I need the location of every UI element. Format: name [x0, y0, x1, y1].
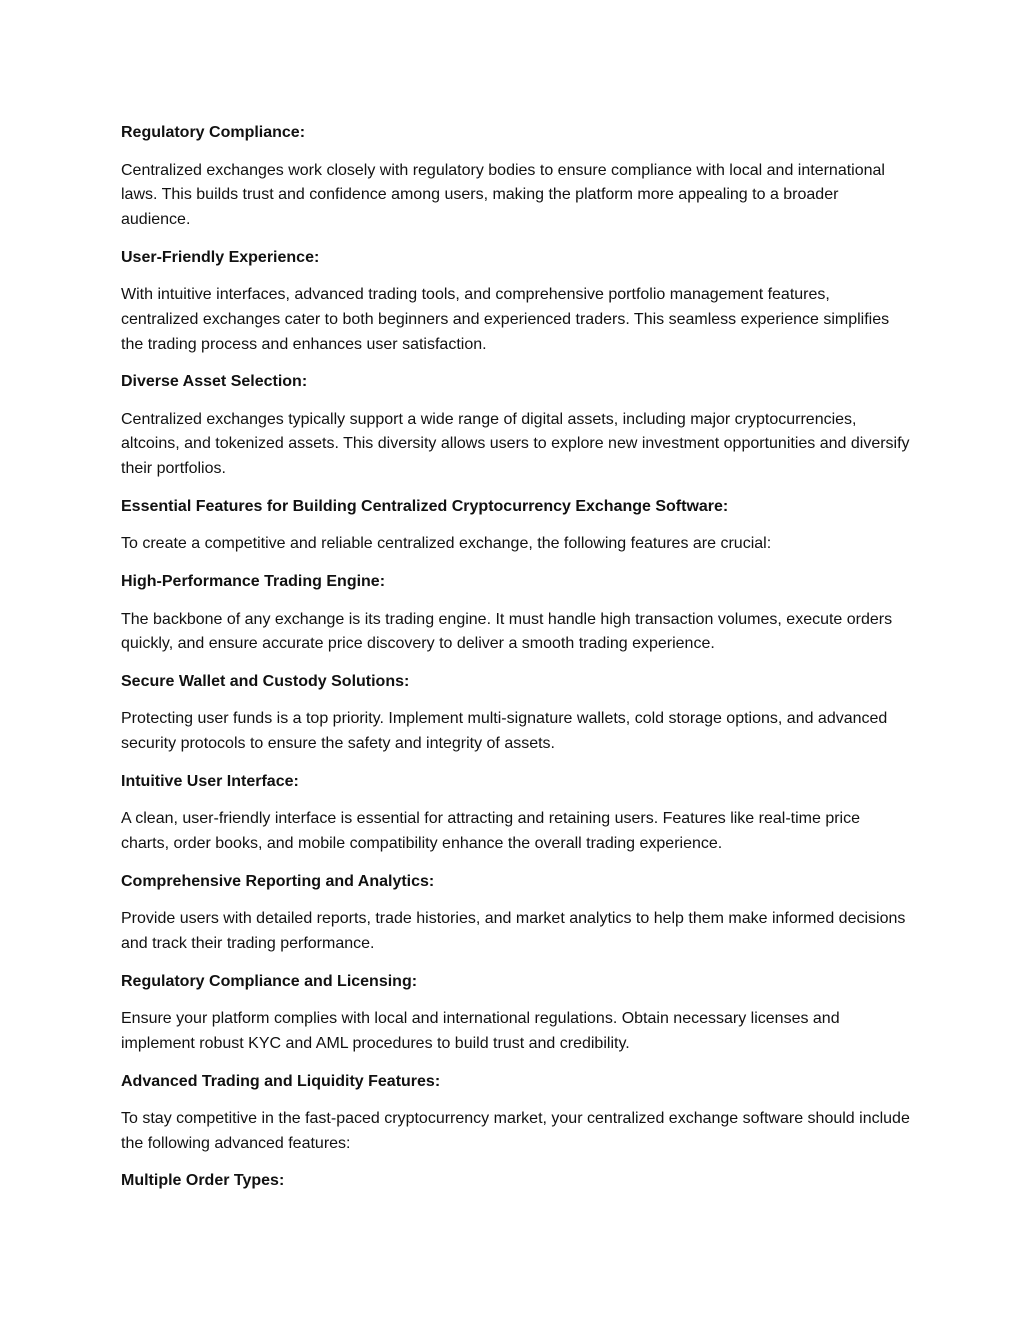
- paragraph: Centralized exchanges work closely with regulatory bodies to ensure compliance with local and international laws. This builds trust and confidence among users, making the platform more appealing to a broader audience.: [121, 161, 885, 228]
- section-heading: Intuitive User Interface:: [121, 772, 299, 790]
- section-heading: Secure Wallet and Custody Solutions:: [121, 672, 410, 690]
- section-heading: Diverse Asset Selection:: [121, 373, 308, 391]
- paragraph: To stay competitive in the fast-paced cryptocurrency market, your centralized exchange software should include the following advanced features:: [121, 1110, 910, 1152]
- paragraph: To create a competitive and reliable centralized exchange, the following features are crucial:: [121, 535, 772, 553]
- paragraph: The backbone of any exchange is its trading engine. It must handle high transaction volumes, execute orders quickly, and ensure accurate price discovery to deliver a smooth trading experience.: [121, 610, 893, 653]
- paragraph: A clean, user-friendly interface is essential for attracting and retaining users. Features like real-time price charts, order books, and mobile compatibility enhance the overall trading experience.: [121, 810, 861, 853]
- section-heading: Multiple Order Types:: [121, 1172, 285, 1190]
- document-body: [121, 121, 911, 1207]
- section-heading: Regulatory Compliance:: [121, 124, 306, 141]
- paragraph: Centralized exchanges typically support a wide range of digital assets, including major cryptocurrencies, altcoins, and tokenized assets. This diversity allows users to explore new investment opportunities and diversify their portfolios.: [121, 410, 910, 478]
- paragraph: With intuitive interfaces, advanced trading tools, and comprehensive portfolio management features, centralized exchanges cater to both beginners and experienced traders. This seamless experience simplifies the trading process and enhances user satisfaction.: [121, 286, 890, 353]
- section-heading: High-Performance Trading Engine:: [121, 573, 386, 591]
- section-heading: Regulatory Compliance and Licensing:: [121, 972, 418, 990]
- paragraph: Protecting user funds is a top priority. Implement multi-signature wallets, cold storage options, and advanced security protocols to ensure the safety and integrity of assets.: [121, 710, 888, 753]
- section-heading: Comprehensive Reporting and Analytics:: [121, 872, 435, 890]
- section-heading: Advanced Trading and Liquidity Features:: [121, 1072, 441, 1090]
- section-heading: User-Friendly Experience:: [121, 248, 320, 266]
- section-heading: Essential Features for Building Centralized Cryptocurrency Exchange Software:: [121, 497, 729, 515]
- paragraph: Ensure your platform complies with local and international regulations. Obtain necessary licenses and implement robust KYC and AML procedures to build trust and credibility.: [121, 1010, 840, 1052]
- paragraph: Provide users with detailed reports, trade histories, and market analytics to help them make informed decisions and track their trading performance.: [121, 910, 906, 952]
